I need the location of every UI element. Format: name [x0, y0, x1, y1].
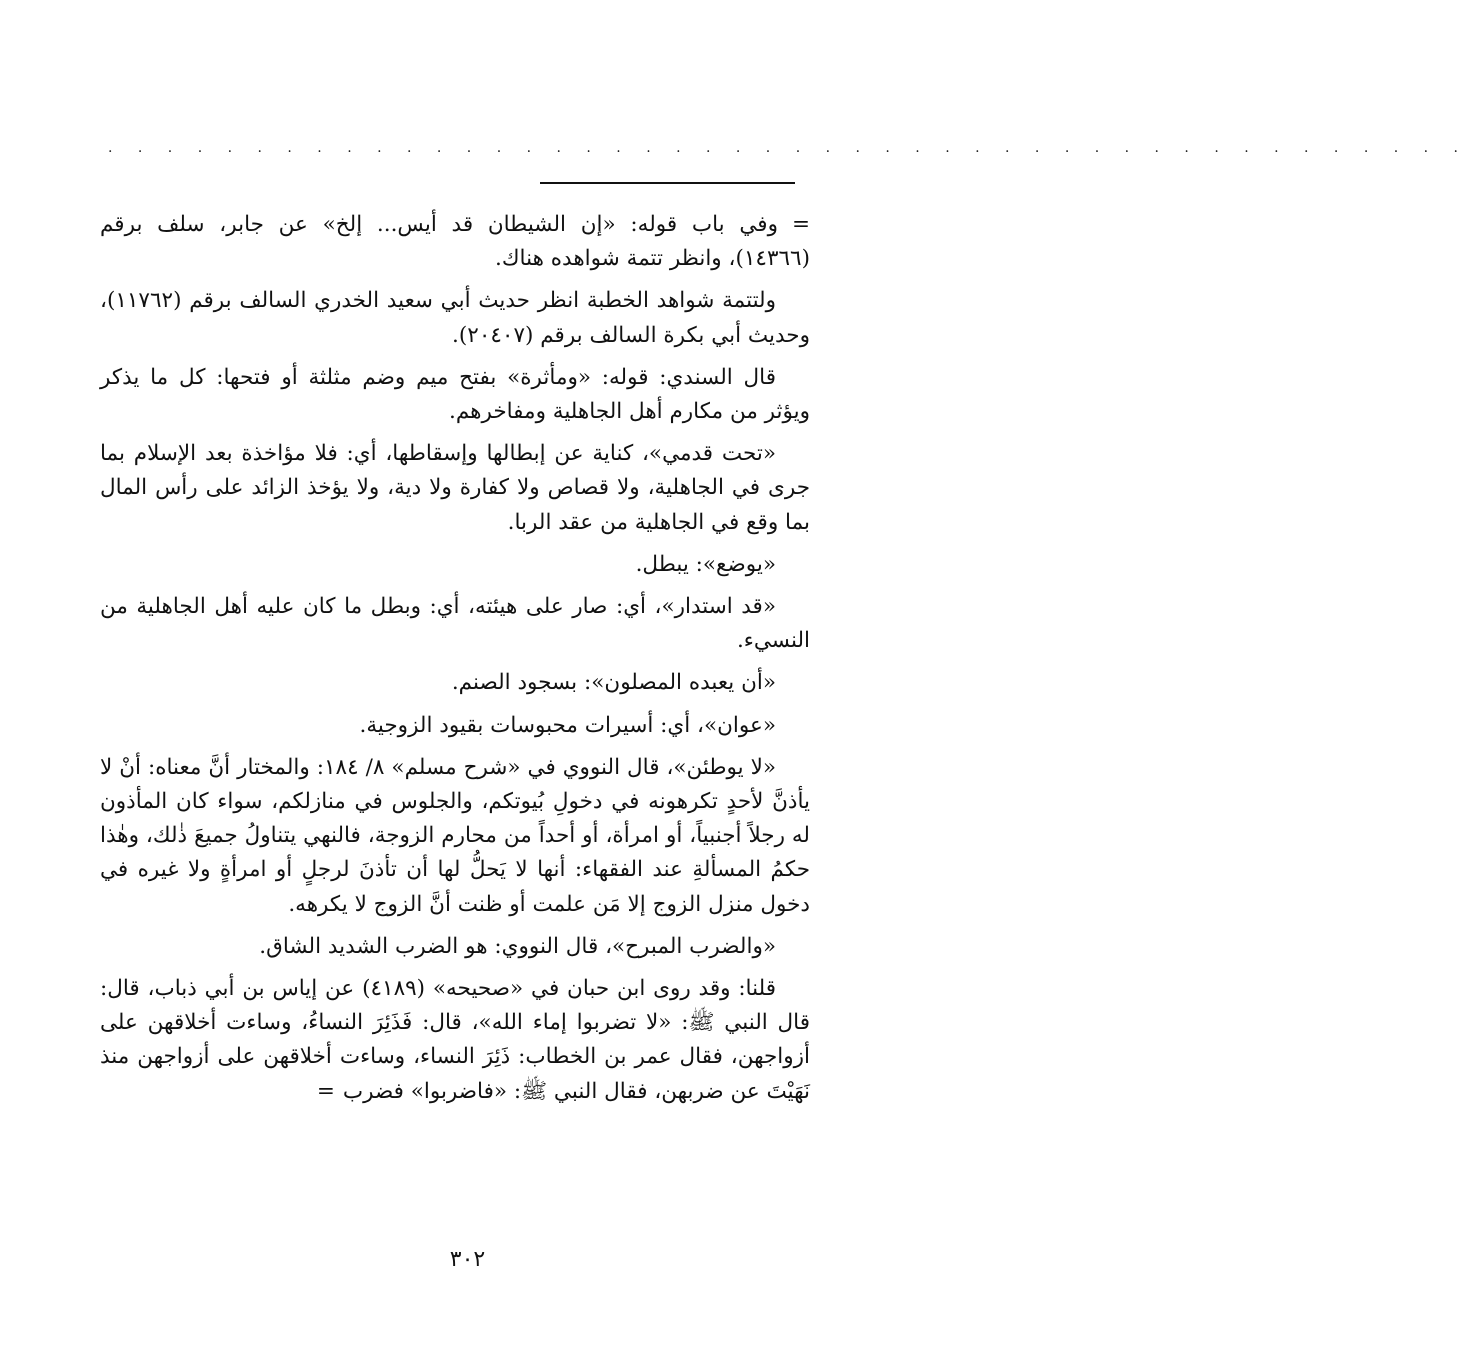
footnote-separator: [540, 182, 795, 184]
footnote-paragraph: [100, 208, 810, 276]
footnote-paragraph: قال السندي: قوله: «ومأثرة» بفتح ميم وضم مثلثة أو فتحها: كل ما يذكر ويؤثر من مكارم أهل الجاهلية ومفاخرهم.: [100, 364, 810, 425]
footnote-paragraph: «قد استدار»، أي: صار على هيئته، أي: وبطل ما كان عليه أهل الجاهلية من النسيء.: [100, 594, 810, 654]
header-dotted-line: . . . . . . . . . . . . . . . . . . . . . . . . . . . . . . . . . . . . . . . . . . . . . .: [108, 140, 1468, 156]
paragraph-text: وفي باب قوله: «إن الشيطان قد أيس... إلخ» عن جابر، سلف برقم (١٤٣٦٦)، وانظر تتمة شواهده هناك.: [100, 212, 810, 272]
footnote-paragraph: [100, 972, 810, 1109]
paragraph-text: قلنا: وقد روى ابن حبان في «صحيحه» (٤١٨٩) عن إياس بن أبي ذباب، قال: قال النبي ﷺ: «لا تضربوا إماء الله»، قال: فَذَئِرَ النساءُ، وساءت أخلاقهن على أزواجهن، فقال عمر بن الخطاب: ذَئِرَ النساء، وساءت أخلاقهن على أزواجهن منذ نَهَيْتَ عن ضربهن، فقال النبي ﷺ: «فاضربوا» فضرب: [100, 976, 810, 1104]
footnote-paragraph: «تحت قدمي»، كناية عن إبطالها وإسقاطها، أي: فلا مؤاخذة بعد الإسلام بما جرى في الجاهلية، ولا قصاص ولا كفارة ولا دية، ولا يؤخذ الزائد على رأس المال بما وقع في الجاهلية من عقد الربا.: [100, 441, 810, 535]
footnote-body: [100, 208, 810, 1117]
footnote-paragraph: «أن يعبده المصلون»: بسجود الصنم.: [451, 670, 776, 696]
footnote-paragraph: «والضرب المبرح»، قال النووي: هو الضرب الشديد الشاق.: [259, 933, 776, 959]
footnote-paragraph: «يوضع»: يبطل.: [635, 551, 776, 577]
footnote-paragraph: «عوان»، أي: أسيرات محبوسات بقيود الزوجية.: [359, 712, 776, 738]
continuation-end-mark: =: [316, 1078, 335, 1104]
footnote-paragraph: ولتتمة شواهد الخطبة انظر حديث أبي سعيد الخدري السالف برقم (١١٧٦٢)، وحديث أبي بكرة السالف برقم (٢٠٤٠٧).: [100, 288, 810, 348]
page-number: ٣٠٢: [449, 1247, 486, 1272]
continuation-mark: =: [791, 212, 810, 237]
footnote-paragraph: «لا يوطئن»، قال النووي في «شرح مسلم» ٨/ ١٨٤: والمختار أنَّ معناه: أنْ لا يأذنَّ لأحدٍ تكرهونه في دخولِ بُيوتكم، والجلوس في منازلكم، سواء كان المأذون له رجلاً أجنبياً، أو امرأة، أو أحداً من محارم الزوجة، فالنهي يتناولُ جميعَ ذٰلك، وهٰذا حكمُ المسألةِ عند الفقهاء: أنها لا يَحلُّ لها أن تأذنَ لرجلٍ أو امرأةٍ ولا غيره في دخول منزل الزوج إلا مَن علمت أو ظنت أنَّ الزوج لا يكرهه.: [100, 754, 810, 917]
